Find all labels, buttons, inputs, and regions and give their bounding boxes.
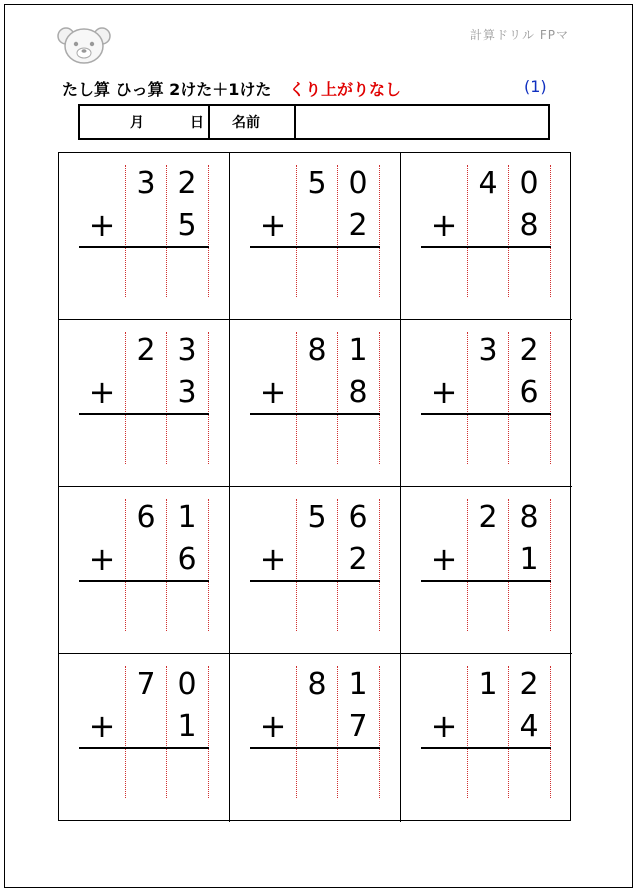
plus-sign: + [88,206,116,244]
ones-digit: 1 [177,500,197,535]
addend-digit: 7 [348,709,368,744]
ones-digit: 0 [519,166,539,201]
addend-digit: 8 [519,208,539,243]
problem-cell [401,654,572,822]
problem-cell [401,153,572,320]
tens-digit: 6 [136,500,156,535]
name-label-cell [210,106,296,138]
problem-cell [59,153,230,320]
ones-digit: 0 [177,667,197,702]
plus-sign: + [259,373,287,411]
worksheet-title [62,77,562,100]
date-cell[interactable] [80,106,210,138]
sum-line [421,246,551,248]
tens-digit: 3 [136,166,156,201]
tens-digit: 4 [478,166,498,201]
guide-line [208,666,209,798]
day-label: 日 [190,115,204,131]
name-label: 名前 [232,115,260,131]
brand-label: 計算ドリル FPマ [470,28,569,42]
problem-cell [401,320,572,487]
ones-digit: 8 [519,500,539,535]
guide-line [550,666,551,798]
sum-line [250,747,380,749]
problem-cell [230,654,401,822]
ones-digit: 3 [177,333,197,368]
problem-cell [59,654,230,822]
tens-digit: 8 [307,667,327,702]
addend-digit: 3 [177,375,197,410]
problem-cell [401,487,572,654]
sum-line [250,413,380,415]
title-sub: くり上がりなし [289,80,402,99]
tens-digit: 2 [478,500,498,535]
plus-sign: + [259,540,287,578]
sum-line [421,747,551,749]
guide-line [379,332,380,464]
plus-sign: + [430,540,458,578]
sum-line [250,246,380,248]
tens-digit: 5 [307,166,327,201]
ones-digit: 2 [519,333,539,368]
problem-cell [59,320,230,487]
sum-line [421,580,551,582]
tens-digit: 8 [307,333,327,368]
sum-line [79,413,209,415]
addend-digit: 8 [348,375,368,410]
plus-sign: + [88,373,116,411]
plus-sign: + [259,206,287,244]
ones-digit: 2 [177,166,197,201]
guide-line [550,332,551,464]
problem-cell [230,153,401,320]
title-main: たし算 ひっ算 2けた＋1けた [62,80,272,99]
addend-digit: 2 [348,208,368,243]
tens-digit: 5 [307,500,327,535]
sum-line [79,747,209,749]
plus-sign: + [430,206,458,244]
guide-line [208,499,209,631]
plus-sign: + [88,707,116,745]
problem-grid [58,152,571,821]
plus-sign: + [430,373,458,411]
problem-cell [230,320,401,487]
problem-cell [230,487,401,654]
addend-digit: 4 [519,709,539,744]
guide-line [208,332,209,464]
tens-digit: 1 [478,667,498,702]
problem-cell [59,487,230,654]
guide-line [379,666,380,798]
tens-digit: 2 [136,333,156,368]
sum-line [250,580,380,582]
sum-line [421,413,551,415]
guide-line [379,165,380,297]
sheet-number: (1) [524,77,547,96]
ones-digit: 2 [519,667,539,702]
guide-line [208,165,209,297]
addend-digit: 6 [177,542,197,577]
guide-line [550,499,551,631]
ones-digit: 6 [348,500,368,535]
sum-line [79,246,209,248]
sum-line [79,580,209,582]
tens-digit: 7 [136,667,156,702]
month-label: 月 [130,115,144,131]
plus-sign: + [430,707,458,745]
ones-digit: 1 [348,667,368,702]
ones-digit: 0 [348,166,368,201]
date-name-box [78,104,550,140]
addend-digit: 1 [519,542,539,577]
addend-digit: 1 [177,709,197,744]
addend-digit: 6 [519,375,539,410]
guide-line [550,165,551,297]
plus-sign: + [88,540,116,578]
tens-digit: 3 [478,333,498,368]
addend-digit: 5 [177,208,197,243]
bear-logo-icon [56,24,112,66]
addend-digit: 2 [348,542,368,577]
plus-sign: + [259,707,287,745]
ones-digit: 1 [348,333,368,368]
guide-line [379,499,380,631]
name-field[interactable] [296,106,548,138]
